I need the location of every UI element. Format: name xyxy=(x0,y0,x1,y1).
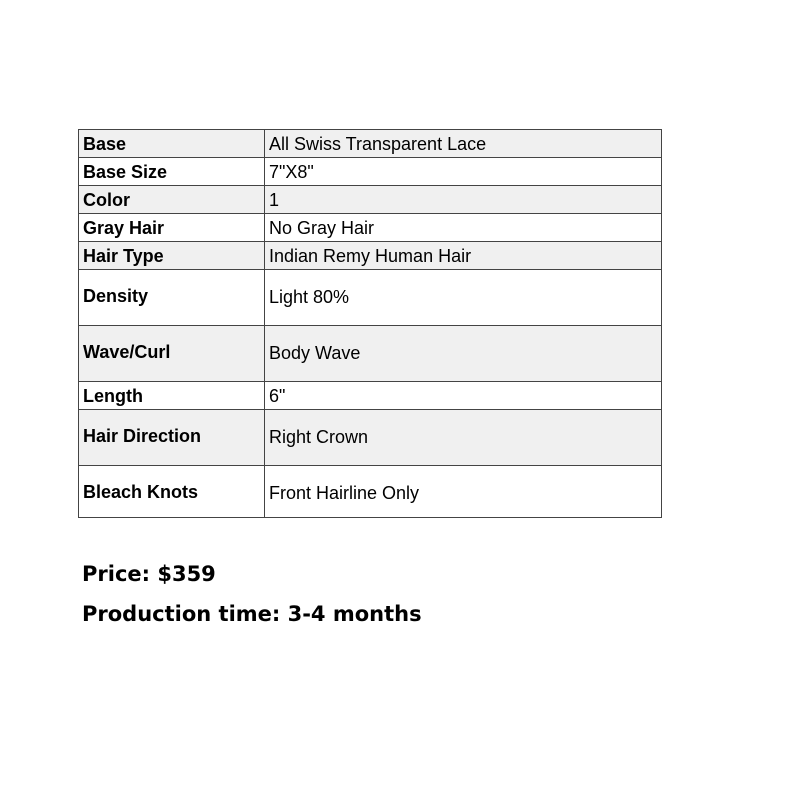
table-row xyxy=(79,466,662,518)
table-row xyxy=(79,130,662,158)
spec-label-bleach-knots: Bleach Knots xyxy=(79,466,265,518)
spec-value-base: All Swiss Transparent Lace xyxy=(265,130,662,158)
table-row xyxy=(79,214,662,242)
spec-label-hair-direction: Hair Direction xyxy=(79,410,265,466)
table-row xyxy=(79,326,662,382)
table-row xyxy=(79,158,662,186)
spec-value-wave-curl: Body Wave xyxy=(265,326,662,382)
table-row xyxy=(79,186,662,214)
spec-label-density: Density xyxy=(79,270,265,326)
spec-label-gray-hair: Gray Hair xyxy=(79,214,265,242)
production-time-text: Production time: 3-4 months xyxy=(82,602,422,626)
spec-value-bleach-knots: Front Hairline Only xyxy=(265,466,662,518)
spec-value-length: 6" xyxy=(265,382,662,410)
spec-label-hair-type: Hair Type xyxy=(79,242,265,270)
spec-label-base-size: Base Size xyxy=(79,158,265,186)
spec-value-density: Light 80% xyxy=(265,270,662,326)
spec-value-gray-hair: No Gray Hair xyxy=(265,214,662,242)
spec-label-base: Base xyxy=(79,130,265,158)
spec-value-color: 1 xyxy=(265,186,662,214)
spec-label-length: Length xyxy=(79,382,265,410)
table-row xyxy=(79,410,662,466)
table-row xyxy=(79,270,662,326)
spec-table xyxy=(78,129,662,518)
table-row xyxy=(79,242,662,270)
spec-label-color: Color xyxy=(79,186,265,214)
spec-value-hair-direction: Right Crown xyxy=(265,410,662,466)
table-row xyxy=(79,382,662,410)
spec-value-base-size: 7"X8" xyxy=(265,158,662,186)
price-text: Price: $359 xyxy=(82,562,216,586)
spec-value-hair-type: Indian Remy Human Hair xyxy=(265,242,662,270)
price-block xyxy=(82,558,422,638)
spec-label-wave-curl: Wave/Curl xyxy=(79,326,265,382)
